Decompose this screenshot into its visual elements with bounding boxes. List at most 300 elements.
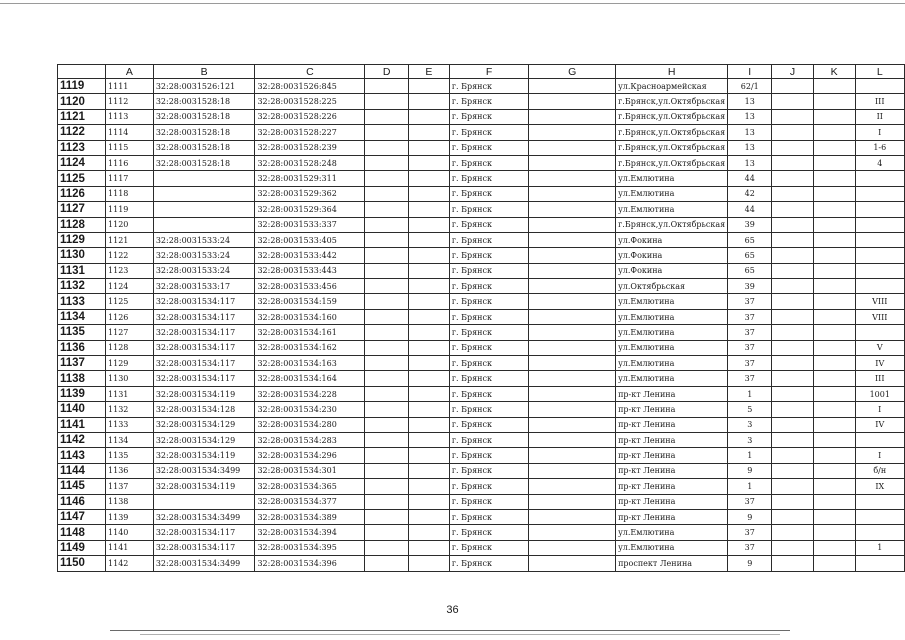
cell-a: 1115 [106,140,154,155]
cell-g [529,171,616,186]
cell-h: ул.Фокина [616,263,728,278]
cell-a: 1130 [106,371,154,386]
cell-i: 37 [728,525,772,540]
cell-i: 13 [728,109,772,124]
cell-f: г. Брянск [449,248,529,263]
cell-a: 1135 [106,448,154,463]
cell-e [408,217,449,232]
cell-l: VIII [855,309,904,324]
scan-border-top [0,3,905,4]
cell-e [408,386,449,401]
cell-l: б/н [855,463,904,478]
cell-h: г.Брянск,ул.Октябрьская [616,125,728,140]
cell-d [365,356,408,371]
cell-d [365,340,408,355]
cell-f: г. Брянск [449,294,529,309]
cell-j [772,171,813,186]
cell-i: 62/1 [728,79,772,94]
table-row [58,79,905,94]
table-row [58,125,905,140]
cell-e [408,186,449,201]
cell-g [529,509,616,524]
cell-i: 65 [728,248,772,263]
cell-b [153,202,255,217]
cell-b: 32:28:0031533:24 [153,248,255,263]
cell-h: ул.Емлютина [616,294,728,309]
cell-h: проспект Ленина [616,556,728,571]
cell-e [408,540,449,555]
cell-g [529,479,616,494]
table-row [58,509,905,524]
row-number: 1135 [58,325,106,340]
cell-h: пр-кт Ленина [616,432,728,447]
column-header-b: B [153,65,255,79]
cell-a: 1123 [106,263,154,278]
cell-c: 32:28:0031529:364 [255,202,365,217]
cell-e [408,125,449,140]
cell-a: 1139 [106,509,154,524]
cell-a: 1121 [106,232,154,247]
cell-c: 32:28:0031534:396 [255,556,365,571]
scan-border-bottom-faint [140,634,780,635]
cell-l [855,186,904,201]
cell-c: 32:28:0031534:283 [255,432,365,447]
cell-g [529,463,616,478]
cell-h: ул.Емлютина [616,309,728,324]
cell-e [408,232,449,247]
cell-g [529,556,616,571]
cell-f: г. Брянск [449,309,529,324]
cell-c: 32:28:0031534:280 [255,417,365,432]
table-row [58,525,905,540]
cell-e [408,479,449,494]
row-number: 1145 [58,479,106,494]
cell-h: г.Брянск,ул.Октябрьская [616,217,728,232]
cell-j [772,540,813,555]
cell-h: ул.Фокина [616,232,728,247]
cell-l: IV [855,417,904,432]
cell-i: 9 [728,556,772,571]
row-number: 1143 [58,448,106,463]
cell-j [772,232,813,247]
cell-c: 32:28:0031534:394 [255,525,365,540]
cell-h: г.Брянск,ул.Октябрьская [616,155,728,170]
cell-l [855,248,904,263]
cell-i: 3 [728,417,772,432]
cell-c: 32:28:0031534:162 [255,340,365,355]
cell-a: 1134 [106,432,154,447]
cell-j [772,525,813,540]
cell-a: 1141 [106,540,154,555]
cell-j [772,479,813,494]
cell-k [813,340,855,355]
cell-d [365,79,408,94]
cell-k [813,294,855,309]
cell-c: 32:28:0031534:296 [255,448,365,463]
cell-a: 1140 [106,525,154,540]
column-header-l: L [855,65,904,79]
cell-l [855,217,904,232]
column-header-k: K [813,65,855,79]
cell-h: ул.Емлютина [616,186,728,201]
cell-e [408,356,449,371]
cell-j [772,402,813,417]
cell-b: 32:28:0031534:117 [153,371,255,386]
cell-j [772,94,813,109]
cell-j [772,202,813,217]
cell-g [529,263,616,278]
cell-c: 32:28:0031529:362 [255,186,365,201]
cell-j [772,463,813,478]
cell-l: II [855,109,904,124]
cell-l [855,325,904,340]
cell-b: 32:28:0031533:24 [153,232,255,247]
cell-h: ул.Фокина [616,248,728,263]
row-number: 1148 [58,525,106,540]
cell-h: ул.Емлютина [616,371,728,386]
cell-c: 32:28:0031533:405 [255,232,365,247]
cell-a: 1127 [106,325,154,340]
cell-g [529,356,616,371]
column-header-e: E [408,65,449,79]
cell-a: 1120 [106,217,154,232]
column-header-row [58,65,905,79]
row-number: 1141 [58,417,106,432]
row-number: 1121 [58,109,106,124]
cell-c: 32:28:0031528:248 [255,155,365,170]
row-number: 1125 [58,171,106,186]
column-header-j: J [772,65,813,79]
cell-c: 32:28:0031534:301 [255,463,365,478]
cell-h: г.Брянск,ул.Октябрьская [616,94,728,109]
cell-c: 32:28:0031533:456 [255,279,365,294]
table-row [58,217,905,232]
cell-f: г. Брянск [449,417,529,432]
cell-l [855,509,904,524]
cell-a: 1122 [106,248,154,263]
cell-l: III [855,371,904,386]
cell-k [813,325,855,340]
row-number: 1138 [58,371,106,386]
cell-i: 13 [728,125,772,140]
cell-f: г. Брянск [449,386,529,401]
cell-f: г. Брянск [449,463,529,478]
cell-g [529,94,616,109]
column-header-c: C [255,65,365,79]
cell-f: г. Брянск [449,356,529,371]
cell-k [813,540,855,555]
cell-e [408,325,449,340]
cell-j [772,509,813,524]
table-row [58,263,905,278]
cell-c: 32:28:0031534:389 [255,509,365,524]
cell-g [529,371,616,386]
cell-a: 1111 [106,79,154,94]
cell-k [813,371,855,386]
cell-c: 32:28:0031534:395 [255,540,365,555]
cell-a: 1126 [106,309,154,324]
cell-g [529,325,616,340]
cell-b [153,186,255,201]
row-number: 1133 [58,294,106,309]
row-number: 1149 [58,540,106,555]
cell-g [529,402,616,417]
cell-d [365,248,408,263]
cell-a: 1142 [106,556,154,571]
cell-j [772,248,813,263]
cell-b [153,494,255,509]
cell-l [855,232,904,247]
cell-a: 1136 [106,463,154,478]
cell-d [365,309,408,324]
cell-h: пр-кт Ленина [616,463,728,478]
cell-l [855,263,904,278]
cell-d [365,232,408,247]
cell-k [813,248,855,263]
cell-c: 32:28:0031534:159 [255,294,365,309]
table-row [58,356,905,371]
table-row [58,248,905,263]
cell-j [772,325,813,340]
cell-d [365,417,408,432]
table-row [58,202,905,217]
table-row [58,279,905,294]
row-number: 1146 [58,494,106,509]
cell-k [813,94,855,109]
row-number: 1142 [58,432,106,447]
cell-j [772,279,813,294]
cell-d [365,125,408,140]
cell-b: 32:28:0031528:18 [153,94,255,109]
cell-e [408,309,449,324]
cell-d [365,556,408,571]
cell-k [813,202,855,217]
row-number: 1119 [58,79,106,94]
cell-h: ул.Емлютина [616,525,728,540]
row-number: 1136 [58,340,106,355]
cell-e [408,248,449,263]
cell-g [529,217,616,232]
cell-b: 32:28:0031534:119 [153,479,255,494]
cell-b: 32:28:0031534:117 [153,325,255,340]
cell-k [813,125,855,140]
row-number: 1132 [58,279,106,294]
cell-k [813,232,855,247]
cell-e [408,402,449,417]
cell-i: 65 [728,263,772,278]
cell-b: 32:28:0031534:117 [153,525,255,540]
cell-j [772,386,813,401]
cell-b: 32:28:0031534:128 [153,402,255,417]
cell-f: г. Брянск [449,371,529,386]
cell-e [408,94,449,109]
cell-i: 37 [728,309,772,324]
cell-d [365,217,408,232]
cell-c: 32:28:0031534:160 [255,309,365,324]
cell-k [813,109,855,124]
table-row [58,109,905,124]
cell-b: 32:28:0031528:18 [153,140,255,155]
cell-i: 5 [728,402,772,417]
cell-f: г. Брянск [449,109,529,124]
cell-i: 39 [728,279,772,294]
cell-e [408,494,449,509]
cell-i: 1 [728,448,772,463]
cell-b: 32:28:0031533:17 [153,279,255,294]
table-row [58,94,905,109]
cell-g [529,432,616,447]
cell-b: 32:28:0031534:119 [153,448,255,463]
cell-i: 13 [728,94,772,109]
cell-l: VIII [855,294,904,309]
cell-f: г. Брянск [449,263,529,278]
row-number: 1120 [58,94,106,109]
cell-h: ул.Емлютина [616,540,728,555]
cell-k [813,463,855,478]
cell-f: г. Брянск [449,125,529,140]
cell-a: 1117 [106,171,154,186]
cell-f: г. Брянск [449,186,529,201]
cell-h: г.Брянск,ул.Октябрьская [616,140,728,155]
cell-e [408,525,449,540]
cell-f: г. Брянск [449,509,529,524]
cell-h: ул.Емлютина [616,340,728,355]
cell-a: 1137 [106,479,154,494]
cell-f: г. Брянск [449,340,529,355]
cell-f: г. Брянск [449,202,529,217]
cell-c: 32:28:0031534:228 [255,386,365,401]
cell-e [408,171,449,186]
cell-k [813,509,855,524]
cell-f: г. Брянск [449,232,529,247]
table-row [58,402,905,417]
cell-j [772,340,813,355]
cell-a: 1118 [106,186,154,201]
row-number: 1147 [58,509,106,524]
cell-d [365,448,408,463]
cell-d [365,432,408,447]
cell-a: 1124 [106,279,154,294]
cell-g [529,494,616,509]
cell-i: 9 [728,509,772,524]
cell-h: ул.Красноармейская [616,79,728,94]
cell-l [855,494,904,509]
cell-i: 65 [728,232,772,247]
cell-k [813,155,855,170]
cell-f: г. Брянск [449,140,529,155]
cell-e [408,279,449,294]
cell-f: г. Брянск [449,556,529,571]
cell-a: 1128 [106,340,154,355]
cell-k [813,263,855,278]
cell-i: 37 [728,371,772,386]
cell-a: 1132 [106,402,154,417]
cell-k [813,402,855,417]
cell-h: пр-кт Ленина [616,386,728,401]
cell-i: 1 [728,479,772,494]
cell-h: пр-кт Ленина [616,402,728,417]
cell-d [365,509,408,524]
row-number: 1137 [58,356,106,371]
cell-l [855,279,904,294]
cell-k [813,186,855,201]
cell-b: 32:28:0031534:117 [153,540,255,555]
cell-e [408,202,449,217]
cell-i: 37 [728,494,772,509]
cell-k [813,140,855,155]
cell-k [813,171,855,186]
cell-k [813,479,855,494]
cell-i: 9 [728,463,772,478]
page-number: 36 [446,604,459,616]
cell-f: г. Брянск [449,279,529,294]
cell-b: 32:28:0031534:3499 [153,509,255,524]
cell-g [529,279,616,294]
cell-b: 32:28:0031534:3499 [153,463,255,478]
cell-i: 37 [728,540,772,555]
table-row [58,171,905,186]
cell-a: 1138 [106,494,154,509]
cell-e [408,155,449,170]
cell-e [408,463,449,478]
cell-e [408,417,449,432]
cell-a: 1129 [106,356,154,371]
cell-g [529,202,616,217]
cell-j [772,432,813,447]
cell-c: 32:28:0031534:163 [255,356,365,371]
cell-i: 42 [728,186,772,201]
cell-d [365,263,408,278]
cell-l [855,171,904,186]
cell-e [408,294,449,309]
table-row [58,432,905,447]
cell-k [813,356,855,371]
cell-j [772,556,813,571]
cell-d [365,371,408,386]
cell-i: 37 [728,340,772,355]
cell-k [813,309,855,324]
cell-d [365,525,408,540]
column-header-a: A [106,65,154,79]
column-header-i: I [728,65,772,79]
cell-c: 32:28:0031534:164 [255,371,365,386]
cell-b: 32:28:0031534:117 [153,294,255,309]
cell-e [408,340,449,355]
row-number: 1130 [58,248,106,263]
cell-l: V [855,340,904,355]
cell-d [365,202,408,217]
cell-l: 1001 [855,386,904,401]
cell-j [772,186,813,201]
cell-d [365,540,408,555]
cell-j [772,309,813,324]
cell-c: 32:28:0031528:239 [255,140,365,155]
column-header-d: D [365,65,408,79]
cell-c: 32:28:0031528:227 [255,125,365,140]
cell-l [855,432,904,447]
cell-l: IX [855,479,904,494]
cell-g [529,79,616,94]
cell-i: 37 [728,325,772,340]
cell-j [772,79,813,94]
cell-i: 13 [728,155,772,170]
cell-d [365,94,408,109]
cell-l [855,556,904,571]
cell-j [772,371,813,386]
cell-b: 32:28:0031528:18 [153,155,255,170]
table-row [58,340,905,355]
cell-k [813,525,855,540]
